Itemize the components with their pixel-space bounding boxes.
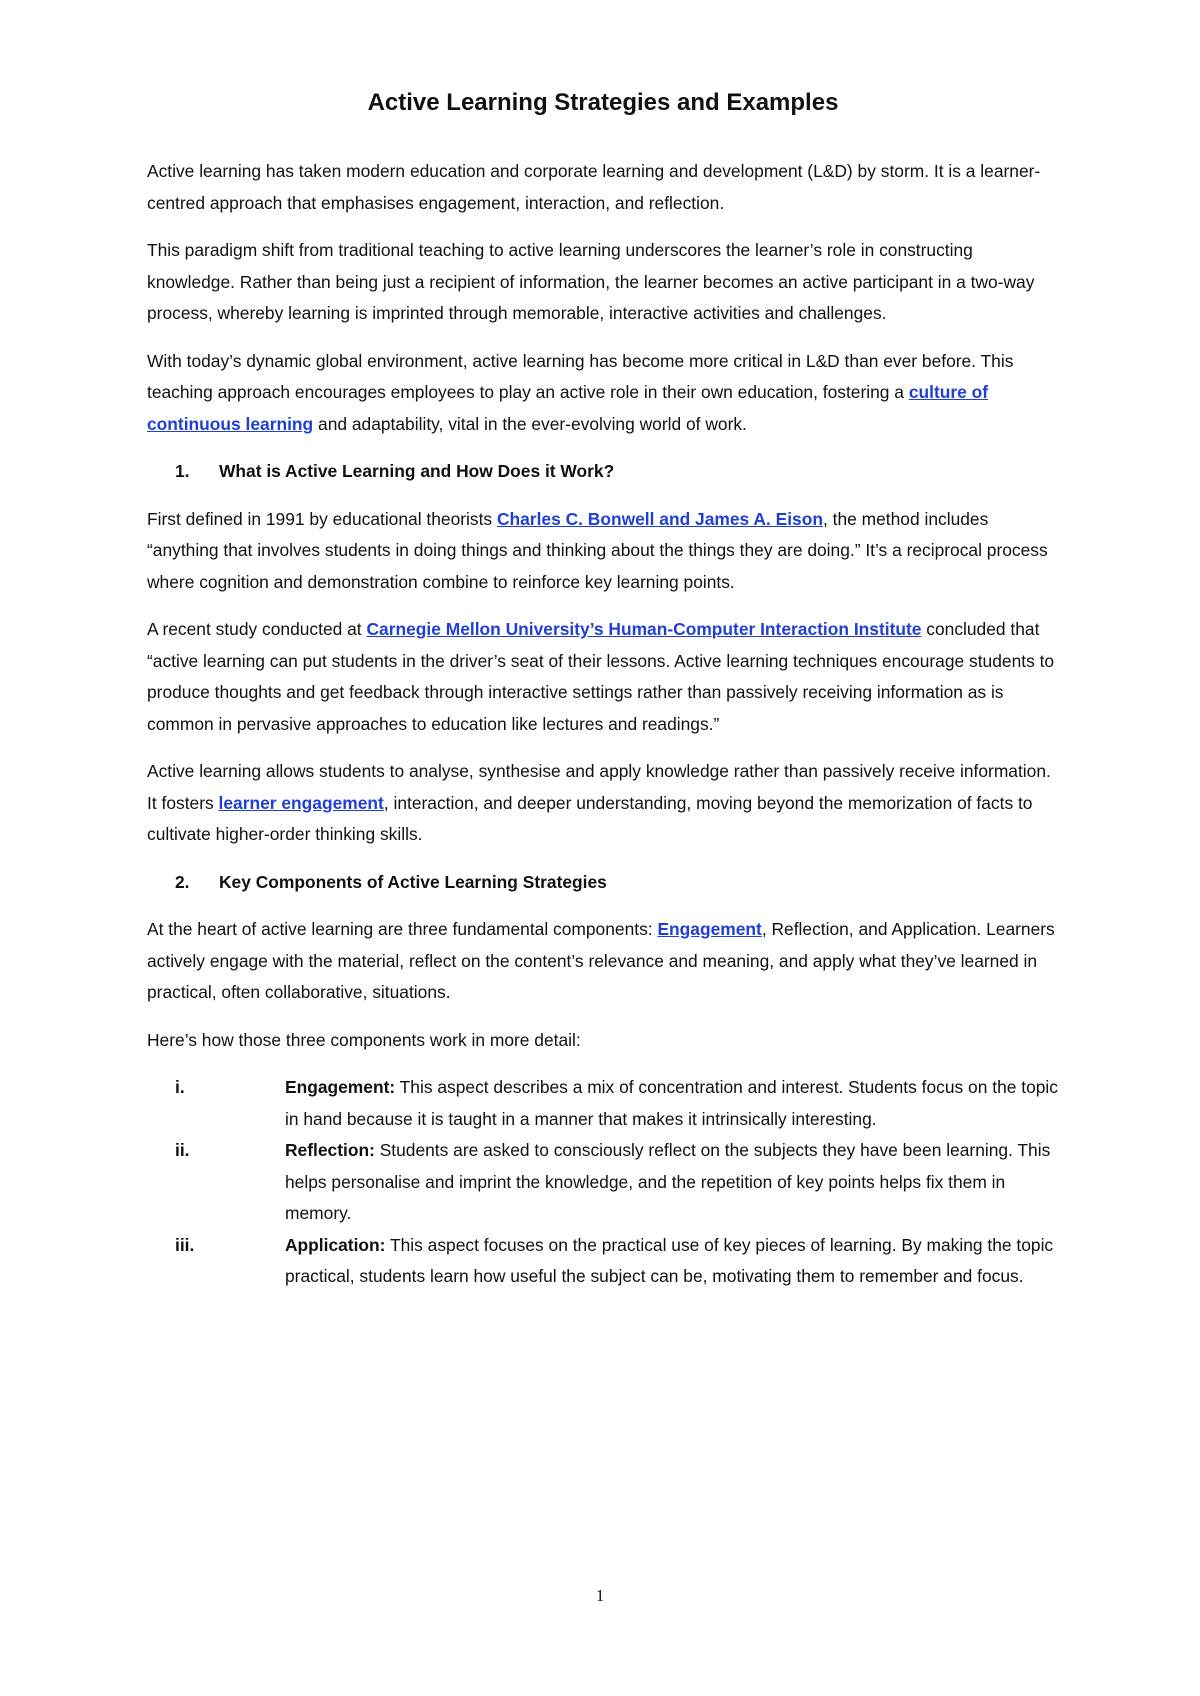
list-item-numeral: ii. [175,1140,190,1160]
text-segment: A recent study conducted at [147,619,367,639]
text-segment: concluded that “active learning can put students in the driver’s seat of their lessons. Active learning techniques encourage students to produce thoughts and get feedback through interactive settings rather than passively receiving information as is common in pervasive approaches to education like lectures and readings.” [147,619,1055,734]
section-1-paragraph-1 [147,504,1059,599]
text-segment: With today’s dynamic global environment, active learning has become more critical in L&D than ever before. This teaching approach encourages employees to play an active role in their own education, fostering a [147,350,1014,402]
list-item-body [285,1072,1059,1135]
list-item [147,1230,1059,1293]
list-item [147,1135,1059,1230]
list-item [147,1072,1059,1135]
section-2-paragraph-1 [147,914,1059,1009]
intro-paragraph-1: Active learning has taken modern education and corporate learning and development (L&D) by storm. It is a learner-centred approach that emphasises engagement, interaction, and reflection. [147,161,1041,213]
text-segment: , interaction, and deeper understanding, moving beyond the memorization of facts to cultivate higher-order thinking skills. [147,792,1033,844]
section-2-number: 2. [175,871,190,892]
list-item-numeral: i. [175,1077,185,1097]
text-segment: and adaptability, vital in the ever-evolving world of work. [313,413,747,434]
document-title: Active Learning Strategies and Examples [367,89,839,116]
text-segment: , Reflection, and Application. Learners actively engage with the material, reflect on the content’s relevance and meaning, and apply what they’ve learned in practical, often collaborative, situations. [147,919,1055,1002]
section-1-title: What is Active Learning and How Does it Work? [219,461,615,481]
text-segment: , the method includes “anything that involves students in doing things and thinking about the things they are doing.” It’s a reciprocal process where cognition and demonstration combine to reinforce key learning points. [147,508,1048,592]
section-1-paragraph-2 [147,614,1059,740]
list-item-body [285,1230,1059,1293]
section-1-number: 1. [175,461,190,481]
text-segment: Active learning allows students to analyse, synthesise and apply knowledge rather than passively receive information. It fosters [147,761,1051,813]
carnegie-mellon-hci-link[interactable]: Carnegie Mellon University’s Human-Computer Interaction Institute [366,619,922,639]
section-1-paragraph-3 [147,756,1059,851]
section-2-title: Key Components of Active Learning Strategies [219,871,607,892]
page-content [147,84,1059,1293]
engagement-link[interactable]: Engagement [657,919,762,939]
list-item-term: Reflection: [285,1140,375,1160]
page-number: 1 [595,1586,605,1605]
section-2-heading [147,867,1059,899]
culture-of-continuous-learning-link[interactable]: culture of continuous learning [147,382,989,434]
text-segment: First defined in 1991 by educational theorists [147,508,497,529]
section-1-heading [147,456,1059,488]
list-item-body [285,1135,1059,1230]
text-segment: At the heart of active learning are three fundamental components: [147,919,658,939]
bonwell-eison-link[interactable]: Charles C. Bonwell and James A. Eison [496,508,823,529]
list-item-numeral: iii. [175,1234,195,1255]
intro-paragraph-3 [147,346,1059,441]
list-item-text: This aspect describes a mix of concentration and interest. Students focus on the topic in hand because it is taught in a manner that makes it intrinsically interesting. [285,1077,1058,1129]
list-item-term: Engagement: [285,1077,396,1097]
list-item-text: This aspect focuses on the practical use of key pieces of learning. By making the topic practical, students learn how useful the subject can be, motivating them to remember and focus. [285,1234,1054,1286]
intro-paragraph-2: This paradigm shift from traditional teaching to active learning underscores the learner’s role in constructing knowledge. Rather than being just a recipient of information, the learner becomes an active participant in a two-way process, whereby learning is imprinted through memorable, interactive activities and challenges. [147,240,1035,323]
components-list [147,1072,1059,1293]
section-2-paragraph-2: Here’s how those three components work in more detail: [147,1029,581,1050]
learner-engagement-link[interactable]: learner engagement [218,792,384,813]
list-item-text: Students are asked to consciously reflect on the subjects they have been learning. This helps personalise and imprint the knowledge, and the repetition of key points helps fix them in memory. [285,1140,1051,1223]
list-item-term: Application: [285,1234,386,1255]
